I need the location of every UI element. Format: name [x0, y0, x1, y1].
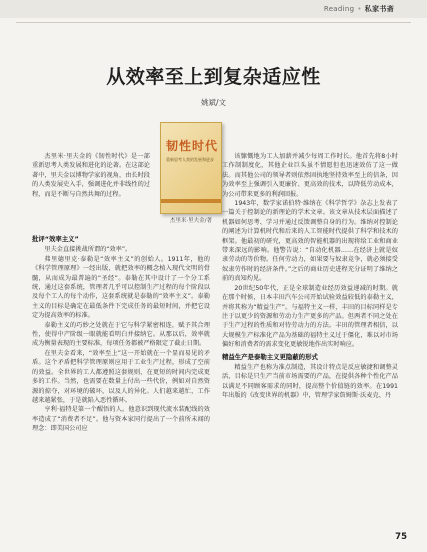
paragraph: 1943年，数学家诺伯特·维纳在《科学哲学》杂志上发表了一篇关于控制论的新理论的学术文章。该文章从技术层面描述了机器如何思考、学习并通过反馈调整自身的行为。维纳对控制论的阐述为计算机时代和后来的人工智能时代提供了科学和技术的框架。他最初的研究，更高效的智能机器的出现将给工业和商业带来深远的影响。他警告说：“自动化机器……在经济上就是奴隶劳动的等价物。任何劳动力，如果要与奴隶竞争，就必须接受奴隶劳作时的经济条件。”之后的商业历史进程充分证明了维纳之前的真知灼见。 — [222, 200, 398, 283]
subheading: 精益生产是泰勒主义更隐蔽的形式 — [222, 352, 318, 361]
left-column-intro — [32, 152, 150, 199]
book-cover-title: 韧性时代 — [166, 139, 219, 153]
paragraph: 弗里德里克·泰勒是“效率主义”的创始人。1911年，他的《科学管理原理》一经出版，就把效率的概念植入现代文明的骨髓，从而成为最普遍的“圣经”。泰勒在其中设计了一个分工系统，通过这套系统，管理者几乎可以控制生产过程的每个阶段以及每个工人的每个动作，这套系统就是泰勒的“效率主义”。泰勒主义的目标是确定在最低条件下完成任务的最短时间，并把它设定为提高效率的标准。 — [32, 255, 210, 320]
book-caption: 杰里米·里夫金/著 — [169, 218, 213, 224]
paragraph: 里夫金直接挑战所谓的“效率”。 — [44, 246, 132, 254]
paragraph: 精益生产也称为准点制造，其设计特点是反应敏捷和调整灵活，目标是只生产当前市场需要的产品，在提供各种个性化产品以满足不同顾客需求的同时，提高整个价值链的效率。在1991年出版的《改变世界的机器》中，管理学家詹姆斯·沃麦克、丹 — [222, 363, 398, 400]
book-cover-image — [160, 122, 222, 214]
paragraph: 20世纪50年代，正是全球制造业经历效益递减的时期。就在那个时候，日本丰田汽车公司开始试验效益较低的泰勒主义，并将其称为“精益生产”。与福特主义一样，丰田的目标同样是专注于以更少的资源和劳动力生产更多的产品。但两者不同之处在于生产过程的性质和对待劳动力的方法。丰田的管理者相信，以大规模生产标准化产品为基础的福特主义过于僵化，难以对市场偏好和消费者的需求变化更敏锐地作出实时响应。 — [222, 284, 398, 349]
book-cover-band — [161, 199, 221, 203]
header-divider — [16, 22, 411, 23]
subheading: 批评“效率主义” — [32, 235, 79, 243]
paragraph: 杰里米·里夫金的《韧性时代》是一部重新思考人类发展和进化的论著。在这部论著中，里夫金以博物学家的视角，由长时段的人类发展史入手，强调进化并非线性的过程，而是不断与自然共舞的过程。 — [32, 153, 150, 198]
book-cover-subtitle: 重新思考人类的发展和进步 — [166, 157, 214, 162]
paragraph: 泰勒主义的巧妙之处就在于它与科学紧密相连，赋予其合理性，使得中产阶级一眼就能看明白并接纳它。从那以后，效率就成为衡量表现的主要标准，每项任务都被严格限定了截止日期。 — [32, 321, 210, 348]
paragraph: 亨利·福特是第一个醒悟的人。他意识到现代流水装配线的效率造成了“消费者不足”。他与资本家同行提出了一个前所未闻的理念：即美国公司应 — [32, 406, 210, 433]
separator-dot: • — [357, 5, 362, 13]
left-column — [32, 232, 210, 434]
paragraph: 该慷慨地为工人加薪并减少每周工作时长。他首先将8小时工作制制度化，其他企业巨头虽不情愿但也迅速效仿了这一做法。而其他公司的领导者则依然固执地坚持效率至上的信条，因为效率至上强调引入更廉价、更高效的技术，以降低劳动成本，为公司带来更多的利润回报。 — [222, 153, 398, 198]
article-title: 从效率至上到复杂适应性 — [106, 66, 321, 88]
section-label: Reading — [323, 5, 355, 13]
article-author: 姚斌/文 — [200, 98, 227, 107]
column-label: 私家书斋 — [364, 5, 394, 13]
right-column — [222, 152, 398, 401]
page-number: 75 — [395, 532, 407, 542]
running-header — [324, 4, 394, 14]
paragraph: 在里夫金看来，“效率至上”这一开始就在一个显而易见的矛盾。这个矛盾把科学管理原则应用于工业生产过程，形成了空前的效益。全世界的工人都遵照这套规则，在更短的时间内完成更多的工作。当然，也需要在数量上付出一些代价，例如对自然资源的掠夺，对环境的破坏，以及人的异化。人们越来越忙，工作越来越紧张，于是就陷入恶性循环。 — [32, 349, 210, 404]
